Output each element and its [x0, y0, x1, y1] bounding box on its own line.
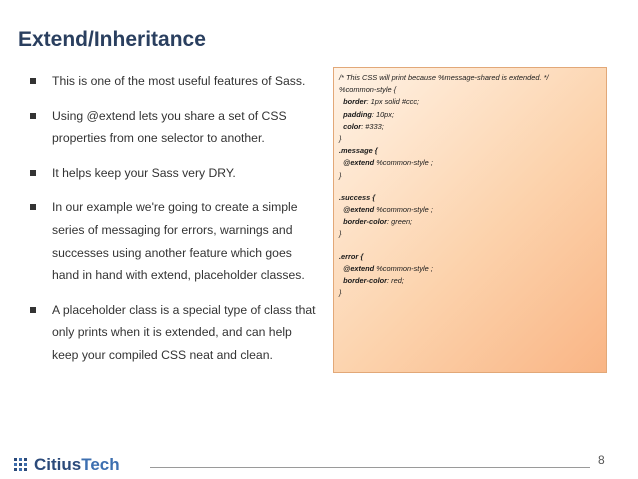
code-selector: .success {: [339, 192, 376, 202]
code-close-brace: }: [339, 170, 342, 180]
bullet-text: A placeholder class is a special type of class that only prints when it is extended, and can help keep your compiled CSS neat and clean.: [52, 302, 316, 362]
code-extend-target: %common-style ;: [374, 263, 433, 273]
code-value: : 1px solid #ccc;: [366, 97, 420, 107]
code-value: : green;: [387, 217, 413, 227]
code-line: [339, 121, 601, 133]
code-line: [339, 157, 601, 169]
code-comment: /* This CSS will print because %message-shared is extended. */: [339, 73, 549, 82]
code-property: border: [343, 97, 367, 107]
logo-tech: Tech: [81, 455, 120, 474]
code-value: : red;: [387, 276, 404, 286]
code-line: [339, 145, 601, 157]
code-close-brace: }: [339, 134, 342, 144]
code-example-box: [333, 67, 607, 373]
logo-grid-icon: [14, 458, 28, 472]
bullet-marker-icon: [30, 78, 36, 84]
code-property: color: [343, 121, 362, 131]
code-line: [339, 216, 601, 228]
code-selector: .error {: [339, 251, 364, 261]
bullet-text: This is one of the most useful features of Sass.: [52, 74, 306, 88]
code-value: : #333;: [361, 121, 384, 131]
code-close-brace: }: [339, 229, 342, 239]
footer-divider: [150, 467, 590, 468]
code-line: [339, 96, 601, 108]
bullet-marker-icon: [30, 307, 36, 313]
code-extend-target: %common-style ;: [374, 158, 433, 168]
page-number: 8: [598, 453, 605, 467]
logo-wordmark: [34, 455, 120, 475]
bullet-item: [30, 299, 320, 367]
logo-citius: Citius: [34, 455, 82, 474]
bullet-text: Using @extend lets you share a set of CSS properties from one selector to another.: [52, 108, 287, 146]
bullet-item: [30, 70, 320, 93]
code-extend-keyword: @extend: [343, 205, 375, 215]
bullet-marker-icon: [30, 170, 36, 176]
bullet-text: It helps keep your Sass very DRY.: [52, 165, 236, 180]
bullet-text: In our example we're going to create a simple series of messaging for errors, warnings and successes using another feature which goes hand in hand with extend, placeholder classes.: [52, 200, 305, 283]
code-line: [339, 204, 601, 216]
bullet-item: [30, 105, 320, 150]
code-line: [339, 275, 601, 287]
code-value: : 10px;: [371, 109, 395, 119]
bullet-list: [30, 70, 320, 367]
code-selector: .message {: [339, 146, 378, 156]
bullet-marker-icon: [30, 204, 36, 210]
code-property: padding: [343, 109, 372, 119]
bullet-marker-icon: [30, 113, 36, 119]
code-placeholder-selector: %common-style {: [339, 85, 397, 95]
code-line: [339, 192, 601, 204]
bullet-item: [30, 162, 320, 185]
bullet-item: [30, 196, 320, 286]
code-property: border-color: [343, 217, 388, 227]
code-line: [339, 263, 601, 275]
slide-title: Extend/Inheritance: [18, 28, 206, 51]
code-line: [339, 109, 601, 121]
code-extend-target: %common-style ;: [374, 205, 433, 215]
code-line: [339, 251, 601, 263]
code-extend-keyword: @extend: [343, 158, 375, 168]
code-close-brace: }: [339, 288, 342, 298]
code-property: border-color: [343, 276, 388, 286]
code-extend-keyword: @extend: [343, 263, 375, 273]
